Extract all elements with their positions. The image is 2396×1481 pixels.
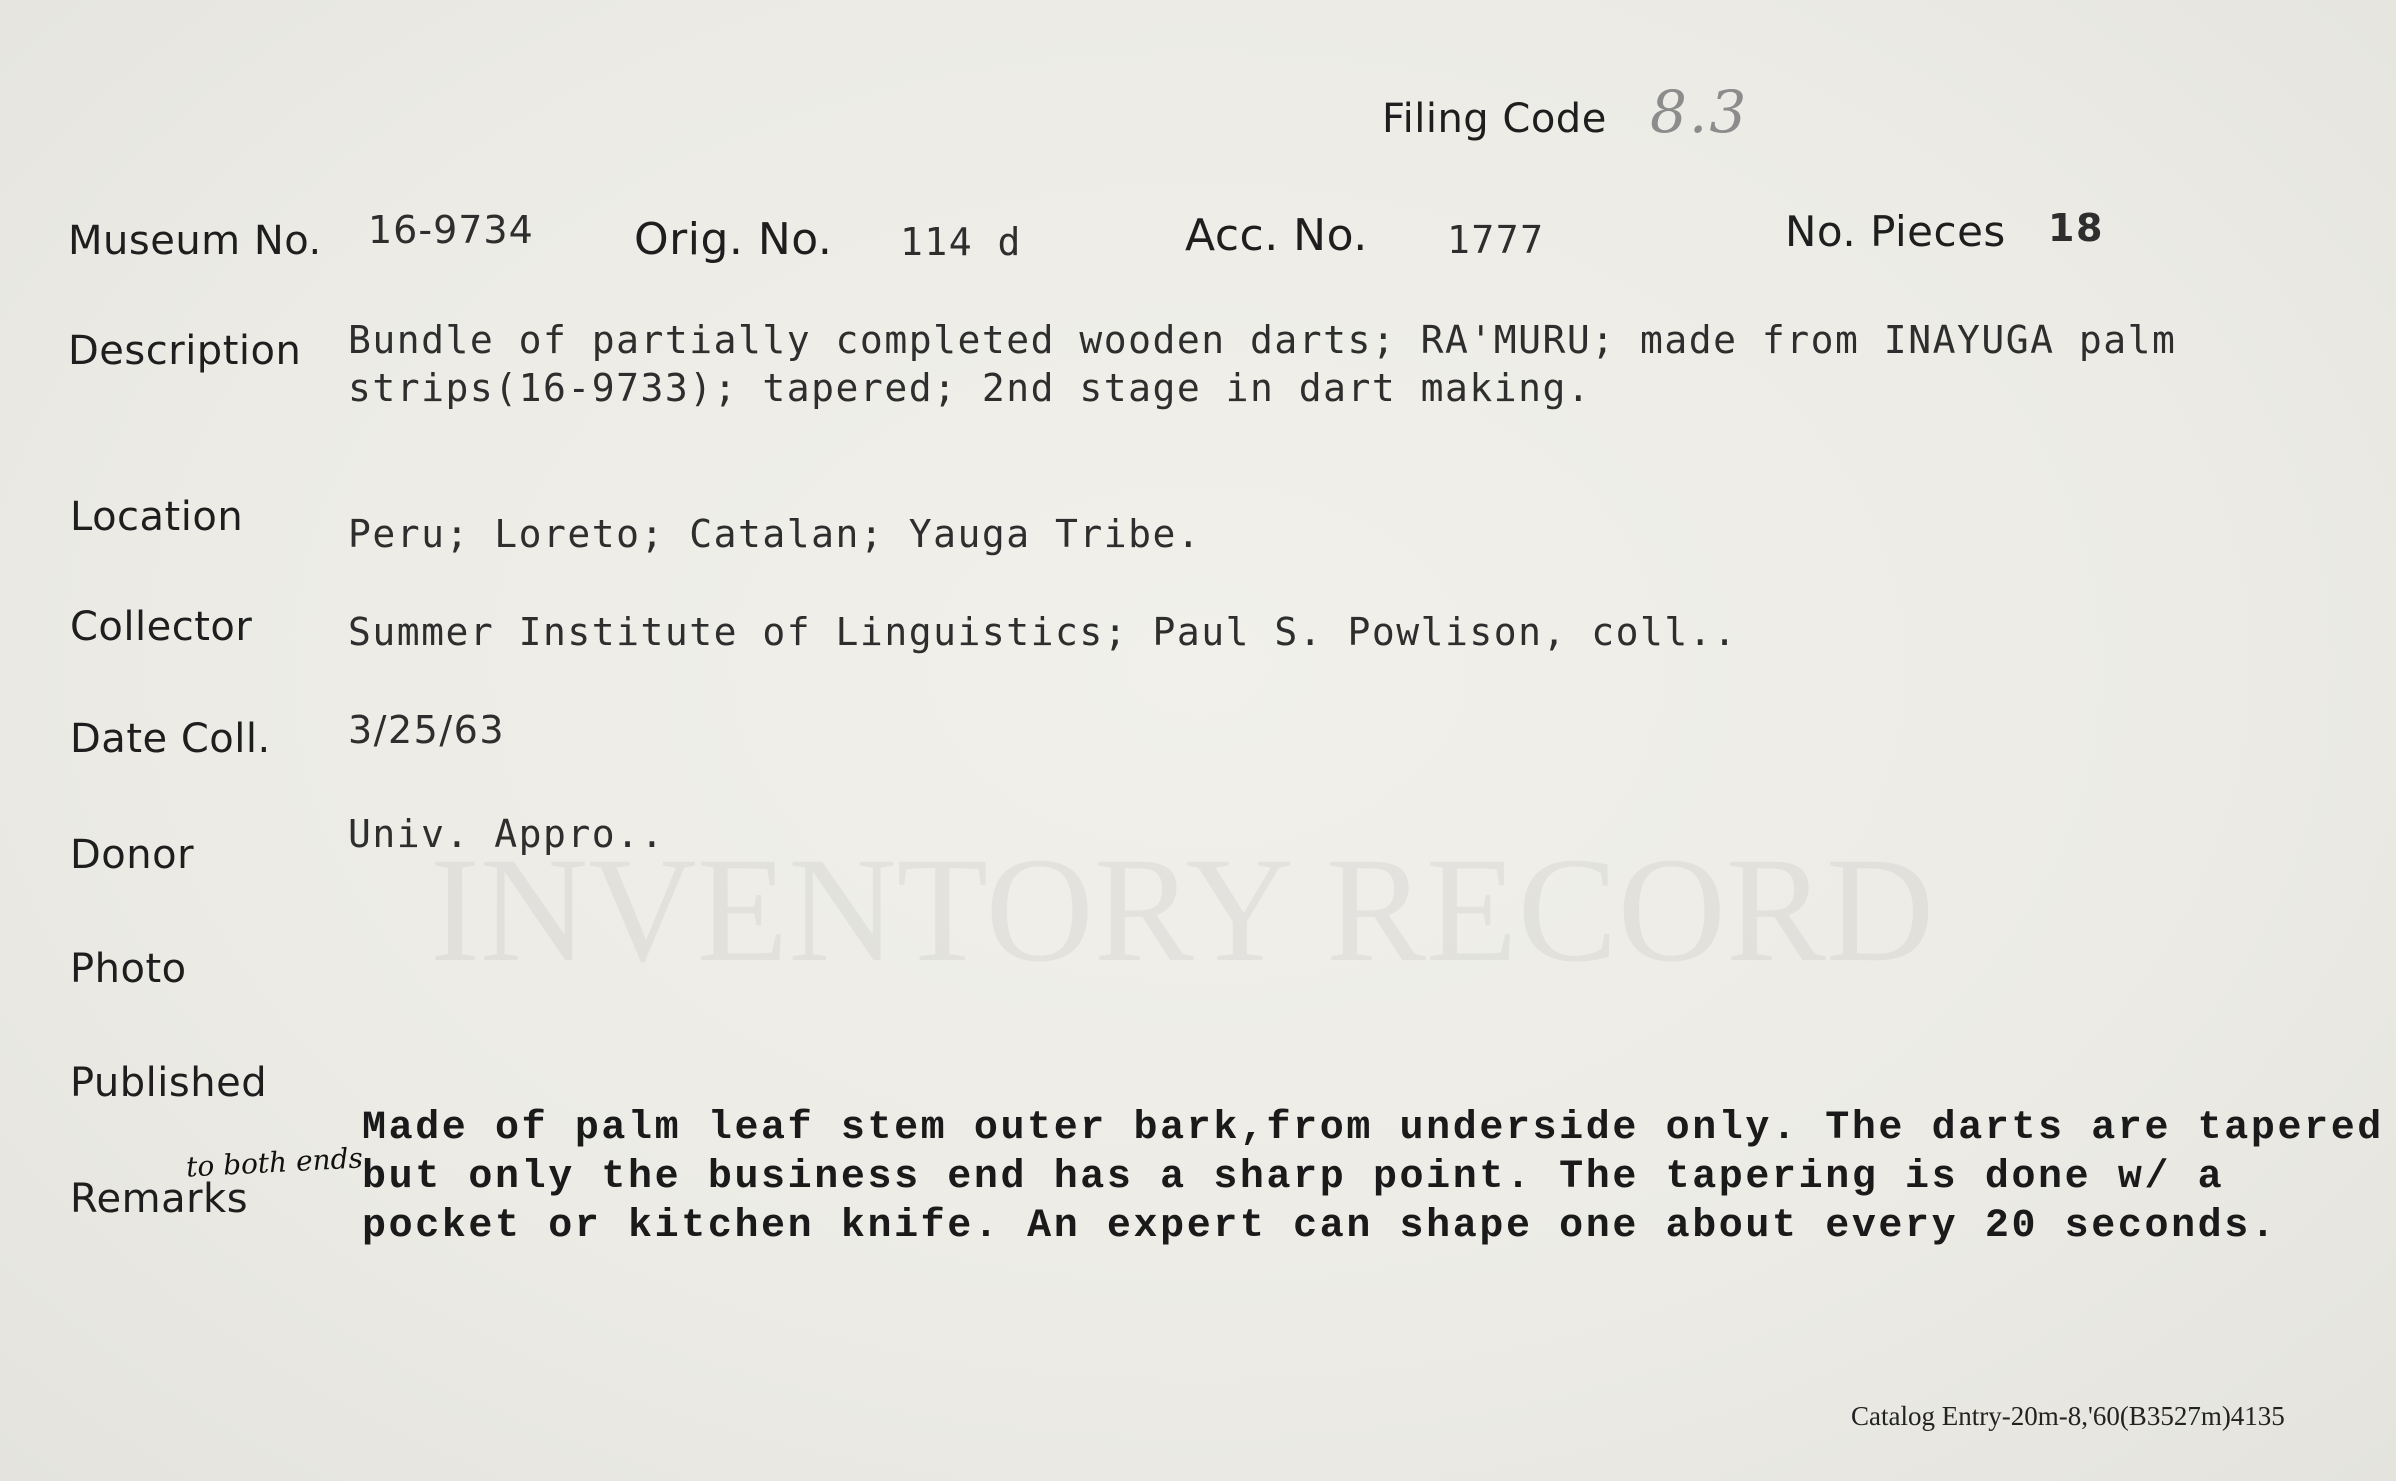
remarks-line-2: but only the business end has a sharp point. The tapering is done w/ a <box>362 1155 2225 1200</box>
photo-label: Photo <box>70 946 187 992</box>
description-line-2: strips(16-9733); tapered; 2nd stage in dart making. <box>348 366 1592 410</box>
date-coll-value: 3/25/63 <box>348 708 505 752</box>
collector-label: Collector <box>70 604 253 650</box>
donor-value: Univ. Appro.. <box>348 812 665 856</box>
description-label: Description <box>68 328 302 374</box>
remarks-line-1: Made of palm leaf stem outer bark,from underside only. The darts are tapered <box>362 1106 2384 1151</box>
published-label: Published <box>70 1060 268 1106</box>
orig-no-value: 114 d <box>900 220 1022 264</box>
no-pieces-value: 18 <box>2048 206 2104 250</box>
location-label: Location <box>70 494 244 540</box>
description-line-1: Bundle of partially completed wooden darts; RA'MURU; made from INAYUGA palm <box>348 318 2177 362</box>
no-pieces-label: No. Pieces <box>1785 207 2006 256</box>
museum-no-label: Museum No. <box>68 218 322 264</box>
location-value: Peru; Loreto; Catalan; Yauga Tribe. <box>348 512 1202 556</box>
donor-label: Donor <box>70 832 195 878</box>
catalog-footer: Catalog Entry-20m-8,'60(B3527m)4135 <box>1851 1401 2285 1431</box>
acc-no-value: 1777 <box>1447 218 1545 262</box>
filing-code-label: Filing Code <box>1382 96 1607 142</box>
handwritten-insert: to both ends <box>185 1141 364 1184</box>
filing-code-value: 8.3 <box>1650 78 1749 146</box>
date-coll-label: Date Coll. <box>70 716 271 762</box>
remarks-line-3: pocket or kitchen knife. An expert can shape one about every 20 seconds. <box>362 1204 2278 1249</box>
museum-no-value: 16-9734 <box>368 208 534 252</box>
orig-no-label: Orig. No. <box>634 214 833 265</box>
acc-no-label: Acc. No. <box>1185 210 1368 261</box>
collector-value: Summer Institute of Linguistics; Paul S. Powlison, coll.. <box>348 610 1738 654</box>
remarks-label: Remarks <box>70 1176 249 1222</box>
faded-stamp-watermark <box>430 820 2190 990</box>
